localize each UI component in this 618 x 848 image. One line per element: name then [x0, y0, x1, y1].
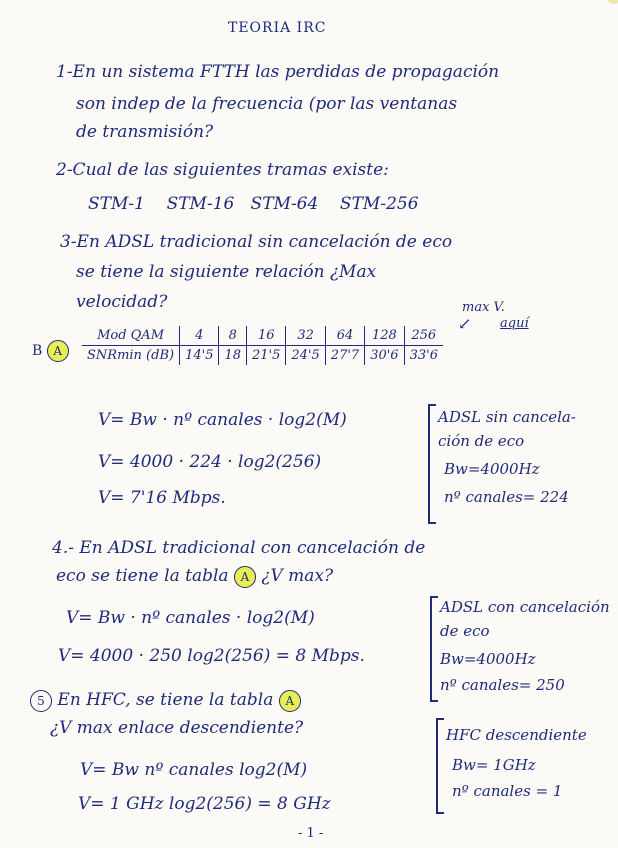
q5-line-1: [30, 690, 301, 712]
q3-note-1: ADSL sin cancela-: [438, 408, 576, 426]
q2-options: STM-1 STM-16 STM-64 STM-256: [88, 194, 419, 214]
q4-note-4: nº canales= 250: [440, 676, 565, 694]
q3-line-3: velocidad?: [76, 292, 168, 312]
table-cell: 18: [219, 346, 247, 366]
table-cell: 128: [365, 326, 404, 346]
q1-line-3: de transmisión?: [76, 122, 214, 142]
aqui-note: aquí: [500, 316, 529, 331]
q5-formula-2: V= 1 GHz log2(256) = 8 GHz: [78, 794, 331, 814]
table-label: [32, 340, 69, 362]
arrow-icon: ↙: [458, 314, 472, 333]
q5-note-2: Bw= 1GHz: [452, 756, 536, 774]
q5-note-3: nº canales = 1: [452, 782, 563, 800]
q3-formula-2: V= 4000 · 224 · log2(256): [98, 452, 322, 472]
q4-line-2: [56, 566, 333, 588]
q4-line-2-text: eco se tiene la tabla: [56, 566, 229, 586]
q1-line-2: son indep de la frecuencia (por las ventanas: [76, 94, 458, 114]
q3-note-2: ción de eco: [438, 432, 525, 450]
table-cell: 27'7: [325, 346, 364, 366]
q3-note-4: nº canales= 224: [444, 488, 569, 506]
table-row: [82, 346, 443, 366]
q4-note-3: Bw=4000Hz: [440, 650, 536, 668]
q1-line-1: 1-En un sistema FTTH las perdidas de propagación: [56, 62, 500, 82]
q4-formula-1: V= Bw · nº canales · log2(M): [66, 608, 315, 628]
q5-formula-1: V= Bw nº canales log2(M): [80, 760, 308, 780]
table-cell: 4: [180, 326, 219, 346]
table-cell: 33'6: [409, 348, 438, 363]
table-cell: 16: [247, 326, 286, 346]
q3-formula-1: V= Bw · nº canales · log2(M): [98, 410, 347, 430]
page-number: - 1 -: [298, 826, 324, 841]
q3-note-3: Bw=4000Hz: [444, 460, 540, 478]
q3-note-bracket: [428, 404, 436, 524]
table-cell: 21'5: [247, 346, 286, 366]
q4-line-2-question: ¿V max?: [261, 566, 334, 586]
q5-table-ref: A: [279, 690, 301, 712]
table-cell: SNRmin (dB): [82, 346, 180, 366]
q5-line-2: ¿V max enlace descendiente?: [50, 718, 304, 738]
table-cell: 64: [325, 326, 364, 346]
qam-table: [82, 326, 443, 365]
q4-note-bracket: [430, 596, 438, 702]
table-ref-circle: A: [47, 340, 69, 362]
table-cell: 8: [219, 326, 247, 346]
table-cell: 24'5: [286, 346, 325, 366]
table-cell: Mod QAM: [82, 326, 180, 346]
highlighter-mark: [608, 0, 618, 4]
q5-number-circle: 5: [30, 690, 52, 712]
q3-line-1: 3-En ADSL tradicional sin cancelación de eco: [60, 232, 453, 252]
q4-note-2: de eco: [440, 622, 490, 640]
q5-note-1: HFC descendiente: [446, 726, 587, 744]
q4-note-1: ADSL con cancelación: [440, 598, 610, 616]
max-v-note: max V.: [462, 300, 505, 315]
q4-line-1: 4.- En ADSL tradicional con cancelación de: [52, 538, 426, 558]
table-row: [82, 326, 443, 346]
answer-letter: B: [32, 343, 43, 359]
q4-formula-2: V= 4000 · 250 log2(256) = 8 Mbps.: [58, 646, 365, 666]
table-cell: 14'5: [180, 346, 219, 366]
q5-note-bracket: [436, 718, 444, 814]
table-cell: 256: [404, 326, 443, 346]
q3-line-2: se tiene la siguiente relación ¿Max: [76, 262, 377, 282]
q2-line-1: 2-Cual de las siguientes tramas existe:: [56, 160, 389, 180]
q3-formula-3: V= 7'16 Mbps.: [98, 488, 226, 508]
page-title: TEORIA IRC: [228, 20, 327, 36]
q5-line-1-text: En HFC, se tiene la tabla: [57, 690, 274, 710]
table-cell: 32: [286, 326, 325, 346]
q4-table-ref: A: [234, 566, 256, 588]
table-cell: 30'6: [365, 346, 404, 366]
